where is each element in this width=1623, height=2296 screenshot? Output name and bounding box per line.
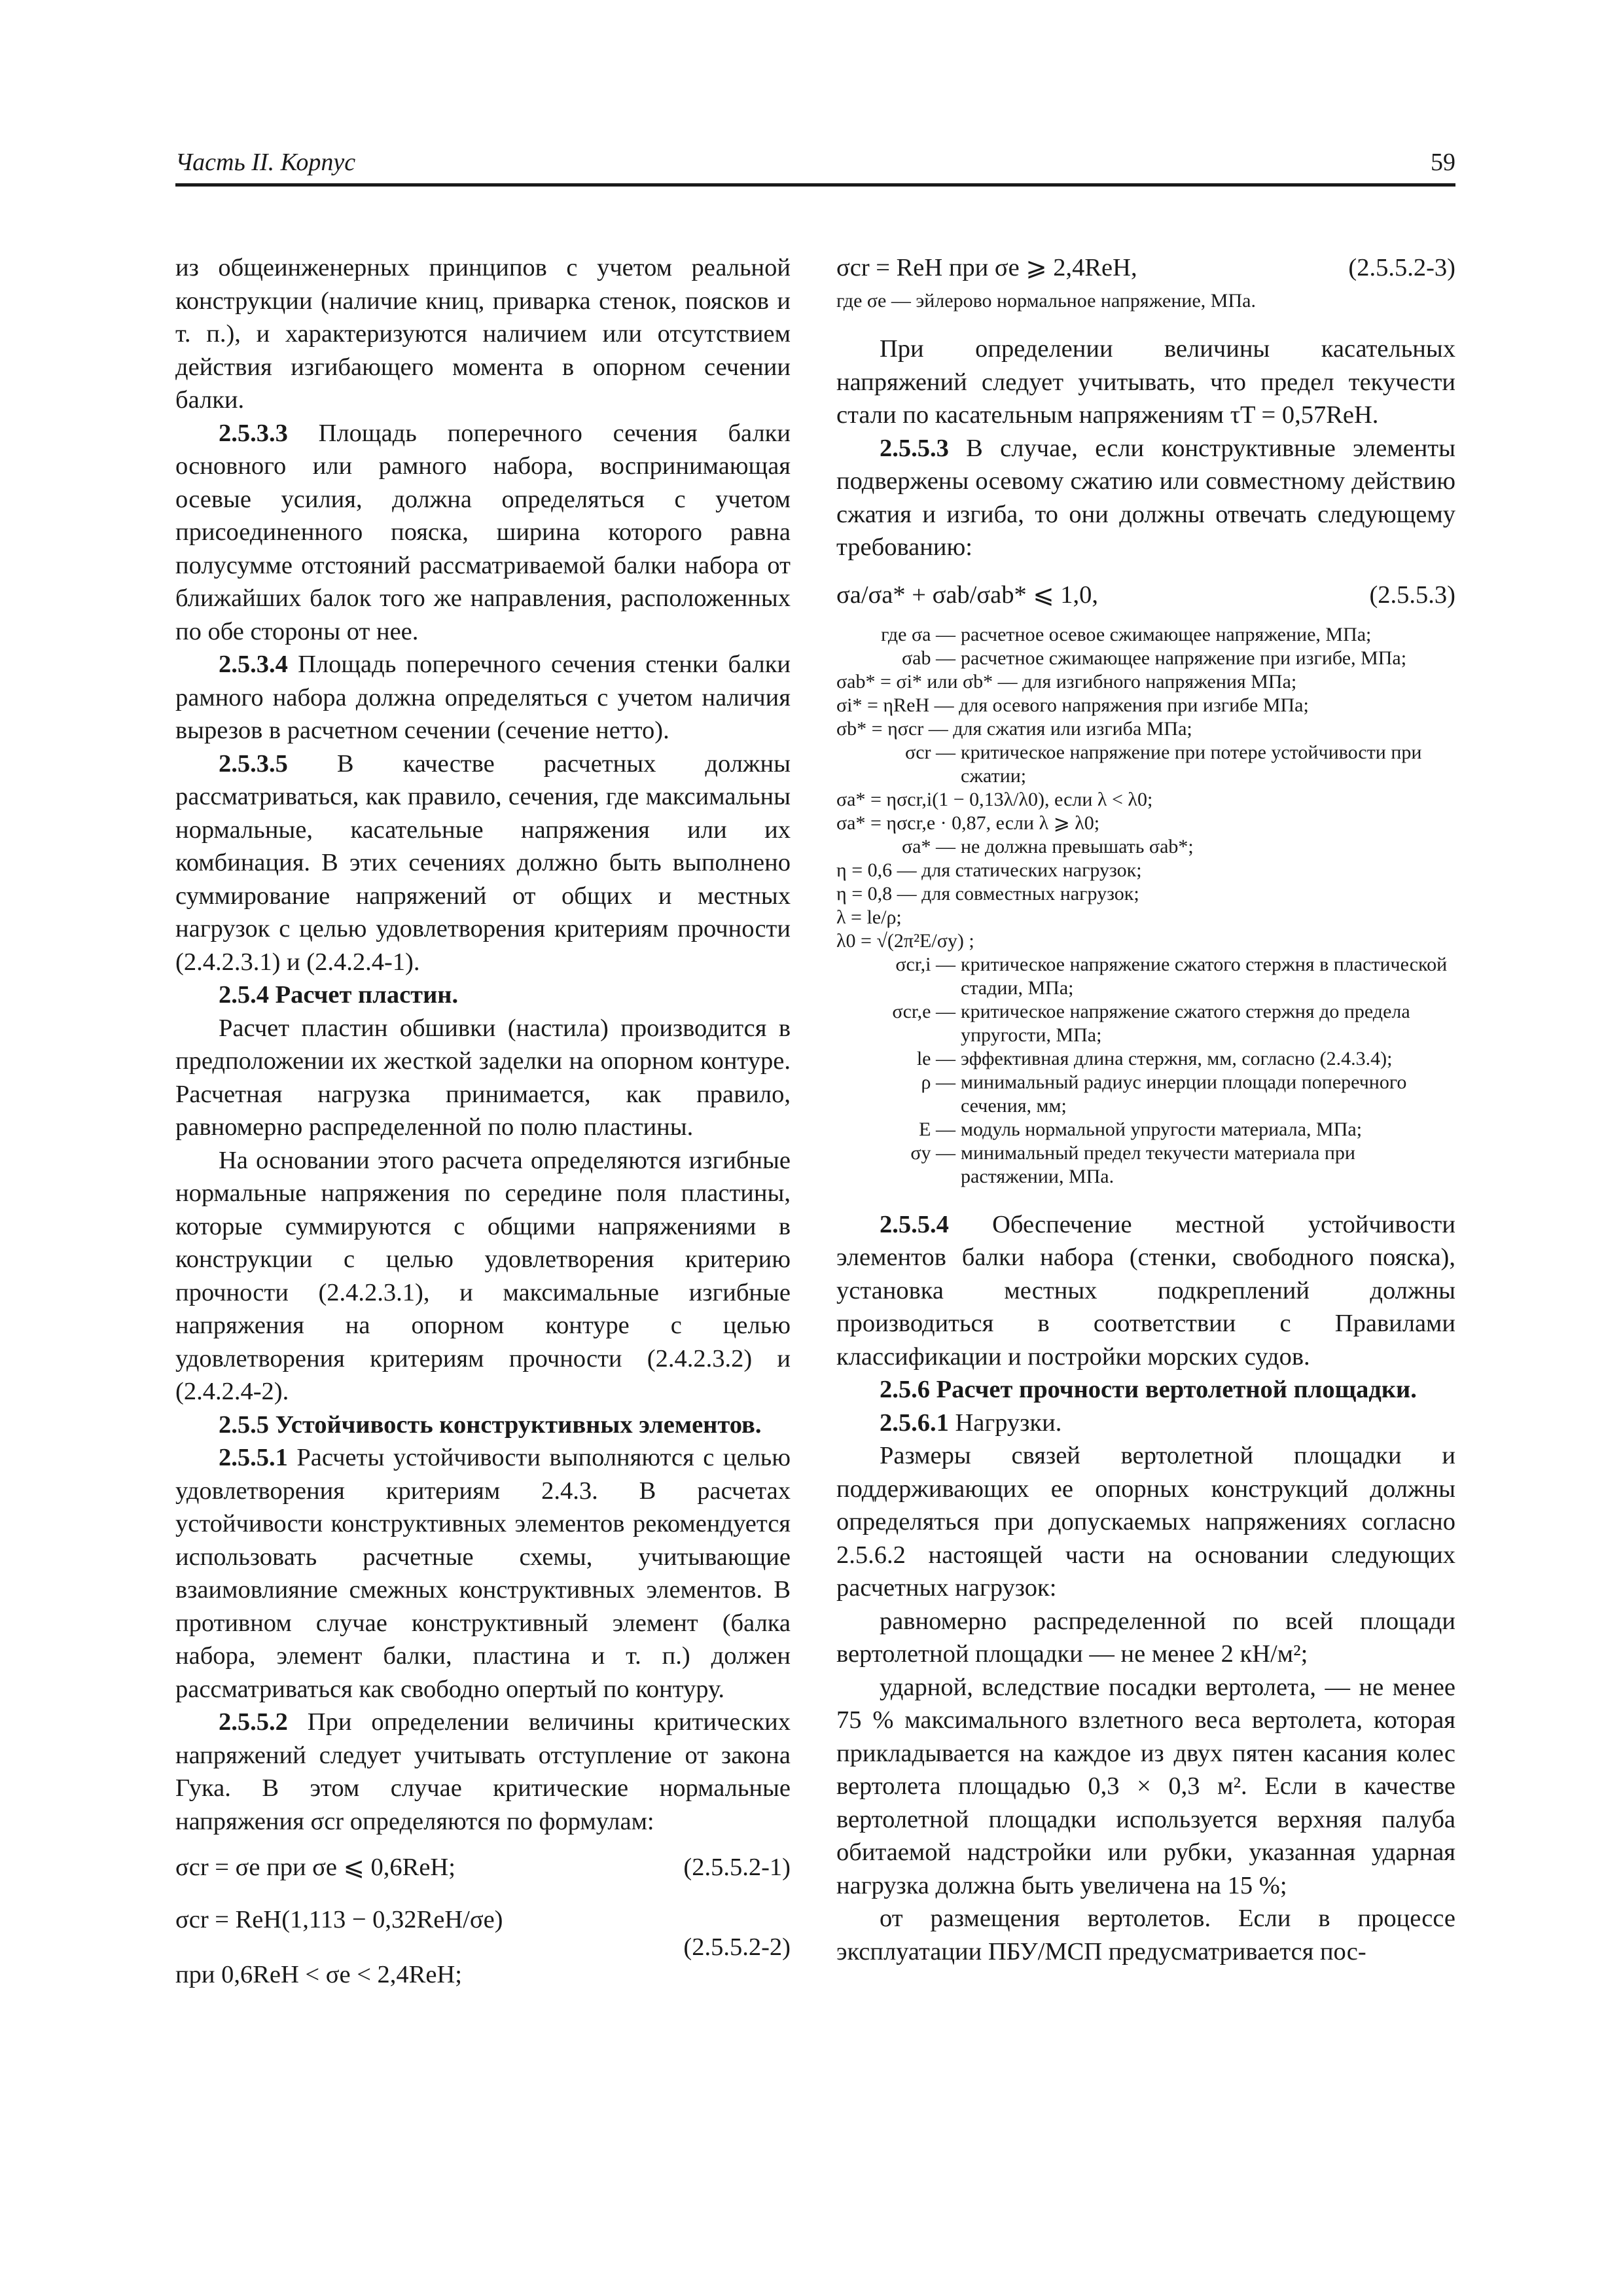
clause-2-5-5-1 <box>175 1441 791 1706</box>
section-heading-2-5-5: 2.5.5 Устойчивость конструктивных элементов. <box>219 1410 762 1439</box>
paragraph: от размещения вертолетов. Если в процессе эксплуатации ПБУ/МСП предусматривается пос- <box>836 1905 1455 1965</box>
definition-text: расчетное сжимающее напряжение при изгибе, МПа; <box>961 647 1407 669</box>
definition-text: минимальный предел текучести материала при растяжении, МПа. <box>961 1141 1355 1187</box>
definition-text: модуль нормальной упругости материала, МПа; <box>961 1118 1363 1140</box>
formula-where: где σe — эйлерово нормальное напряжение, МПа. <box>836 290 1256 312</box>
definition-text: критическое напряжение сжатого стержня до предела упругости, МПа; <box>961 1000 1410 1046</box>
definition-text: критическое напряжение сжатого стержня в пластической стадии, МПа; <box>961 953 1448 999</box>
clause-2-5-3-3 <box>175 417 791 649</box>
definition-symbol: σcr,i — <box>895 953 955 975</box>
clause-text: Нагрузки. <box>948 1408 1062 1437</box>
definition-text: эффективная длина стержня, мм, согласно (2.4.3.4); <box>961 1047 1393 1069</box>
equation-2-5-5-2-1 <box>175 1851 791 1889</box>
definition-text: критическое напряжение при потере устойчивости при сжатии; <box>961 741 1422 787</box>
clause-2-5-5-2 <box>175 1706 791 1838</box>
definition-item <box>836 1118 1455 1141</box>
formula: σa/σa* + σab/σab* ⩽ 1,0, <box>836 581 1098 609</box>
clause-text: Площадь поперечного сечения стенки балки рамного набора должна определяться с учетом наличия вырезов в расчетном сечении (сечение нетто). <box>175 651 791 744</box>
definition-item <box>836 953 1455 1000</box>
formula: σcr = σe при σe ⩽ 0,6ReH; <box>175 1854 455 1881</box>
definition-item: σb* = ησcr — для сжатия или изгиба МПа; <box>836 717 1192 740</box>
clause-text: В качестве расчетных должны рассматриваться, как правило, сечения, где максимальны нормальные, касательные напряжения или их комбинация. В этих сечениях должно быть выполнено суммирование напряжений от общих и местных нагрузок с целью удовлетворения критериям прочности (2.4.2.3.1) и (2.4.2.4-1). <box>175 749 791 976</box>
clause-text: В случае, если конструктивные элементы подвержены осевому сжатию или совместному действию сжатия и изгиба, то они должны отвечать следующему требованию: <box>836 434 1455 561</box>
definition-item: σab* = σi* или σb* — для изгибного напряжения МПа; <box>836 670 1297 692</box>
definition-symbol: σcr — <box>905 741 955 763</box>
definitions-list <box>836 623 1455 1189</box>
clause-number: 2.5.6.1 <box>880 1408 949 1437</box>
definition-item: λ0 = √(2π²E/σy) ; <box>836 929 974 952</box>
equation-2-5-5-2-3 <box>836 251 1455 289</box>
paragraph: При определении величины касательных напряжений следует учитывать, что предел текучести стали по касательным напряжениям τT = 0,57ReH. <box>836 335 1455 429</box>
right-column <box>836 251 1455 1968</box>
definition-item <box>836 741 1455 788</box>
clause-text: При определении величины критических напряжений следует учитывать отступление от закона Гука. В этом случае критические нормальные напряжения σcr определяются по формулам: <box>175 1708 791 1835</box>
definition-symbol: le — <box>916 1047 955 1069</box>
definition-item <box>836 647 1455 670</box>
clause-text: Обеспечение местной устойчивости элементов балки набора (стенки, свободного пояска), установка местных подкреплений должны производиться в соответствии с Правилами классификации и постройки морских судов. <box>836 1210 1455 1371</box>
paragraph: ударной, вследствие посадки вертолета, — не менее 75 % максимального взлетного веса вертолета, которая прикладывается на каждое из двух пятен касания колес вертолета площадью 0,3 × 0,3 м². Если в качестве вертолетной площадки используется верхняя палуба обитаемой надстройки или рубки, указанная ударная нагрузка должна быть увеличена на 15 %; <box>836 1673 1455 1899</box>
clause-text: Площадь поперечного сечения балки основного или рамного набора, воспринимающая осевые усилия, должна определяться с учетом присоединенного пояска, ширина которого равна полусумме отстояний рассматриваемой балки набора от ближайших балок того же направления, расположенных по обе стороны от нее. <box>175 419 791 645</box>
definition-text: минимальный радиус инерции площади поперечного сечения, мм; <box>961 1071 1407 1117</box>
clause-2-5-5-3 <box>836 432 1455 564</box>
definition-text: расчетное осевое сжимающее напряжение, МПа; <box>961 623 1372 645</box>
definition-symbol: E — <box>919 1118 955 1140</box>
definition-item <box>836 1000 1455 1047</box>
definition-item <box>836 1141 1455 1189</box>
equation-2-5-5-2-2 <box>175 1903 791 1988</box>
definition-item: σi* = ηReH — для осевого напряжения при изгибе МПа; <box>836 694 1309 716</box>
clause-number: 2.5.5.4 <box>880 1210 949 1238</box>
paragraph: На основании этого расчета определяются изгибные нормальные напряжения по середине поля пластины, которые суммируются с общими напряжениями в конструкции с целью удовлетворения критерию прочности (2.4.2.3.1), и максимальные изгибные напряжения на опорном контуре с целью удовлетворения критериям прочности (2.4.2.3.2) и (2.4.2.4-2). <box>175 1146 791 1405</box>
section-heading-2-5-6: 2.5.6 Расчет прочности вертолетной площадки. <box>880 1376 1417 1403</box>
clause-2-5-5-4 <box>836 1208 1455 1374</box>
definition-item: η = 0,8 — для совместных нагрузок; <box>836 882 1139 905</box>
equation-number: (2.5.5.2-3) <box>1348 254 1455 281</box>
page-number: 59 <box>1431 149 1455 176</box>
section-heading-2-5-4: 2.5.4 Расчет пластин. <box>219 981 459 1009</box>
clause-text: Расчеты устойчивости выполняются с целью удовлетворения критериям 2.4.3. В расчетах устойчивости конструктивных элементов рекомендуется использовать расчетные схемы, учитывающие взаимовлияние смежных конструктивных элементов. В противном случае конструктивный элемент (балка набора, элемент балки, пластина и т. п.) должен рассматриваться как свободно опертый по контуру. <box>175 1444 791 1703</box>
clause-number: 2.5.3.3 <box>219 419 288 447</box>
paragraph: из общеинженерных принципов с учетом реальной конструкции (наличие книц, приварка стенок, поясков и т. п.), и характеризуются наличием или отсутствием действия изгибающего момента в опорном сечении балки. <box>175 254 791 414</box>
definition-symbol: σcr,e — <box>892 1000 955 1022</box>
clause-number: 2.5.5.1 <box>219 1444 288 1471</box>
definition-symbol: σy — <box>910 1141 955 1164</box>
formula: σcr = ReH при σe ⩾ 2,4ReH, <box>836 254 1137 281</box>
clause-2-5-6-1 <box>836 1407 1455 1440</box>
formula-condition: при 0,6ReH < σe < 2,4ReH; <box>175 1961 462 1988</box>
paragraph: Расчет пластин обшивки (настила) производится в предположении их жесткой заделки на опорном контуре. Расчетная нагрузка принимается, как правило, равномерно распределенной по полю пластины. <box>175 1014 791 1141</box>
definition-item <box>836 1047 1455 1071</box>
equation-2-5-5-3 <box>836 579 1455 617</box>
clause-number: 2.5.5.2 <box>219 1708 288 1736</box>
paragraph: Размеры связей вертолетной площадки и поддерживающих ее опорных конструкций должны определяться при допускаемых напряжениях согласно 2.5.6.2 настоящей части на основании следующих расчетных нагрузок: <box>836 1442 1455 1602</box>
clause-number: 2.5.3.4 <box>219 651 288 678</box>
definition-item: σa* = ησcr,i(1 − 0,13λ/λ0), если λ < λ0; <box>836 788 1153 810</box>
equation-number: (2.5.5.2-2) <box>683 1933 791 1961</box>
paragraph: равномерно распределенной по всей площади вертолетной площадки — не менее 2 кН/м²; <box>836 1607 1455 1668</box>
formula: σcr = ReH(1,113 − 0,32ReH/σe) <box>175 1906 503 1933</box>
definition-item: σa* = ησcr,e · 0,87, если λ ⩾ λ0; <box>836 812 1100 834</box>
definition-symbol: σab — <box>902 647 955 669</box>
definition-symbol: ρ — <box>921 1071 955 1093</box>
definition-symbol: σa* — <box>902 835 955 857</box>
definition-item <box>836 835 1455 859</box>
clause-2-5-3-5 <box>175 747 791 979</box>
equation-number: (2.5.5.2-1) <box>683 1854 791 1881</box>
definition-text: не должна превышать σab*; <box>961 835 1194 857</box>
running-title: Часть II. Корпус <box>175 149 356 176</box>
clause-number: 2.5.3.5 <box>219 749 288 778</box>
definition-item <box>836 623 1455 647</box>
clause-number: 2.5.5.3 <box>880 434 949 462</box>
page-header <box>175 145 1455 187</box>
definition-item: λ = le/ρ; <box>836 906 902 928</box>
definition-symbol: где σa — <box>881 623 955 645</box>
definition-item <box>836 1071 1455 1118</box>
left-column <box>175 251 791 2007</box>
clause-2-5-3-4 <box>175 648 791 747</box>
definition-item: η = 0,6 — для статических нагрузок; <box>836 859 1142 881</box>
equation-number: (2.5.5.3) <box>1369 581 1455 609</box>
